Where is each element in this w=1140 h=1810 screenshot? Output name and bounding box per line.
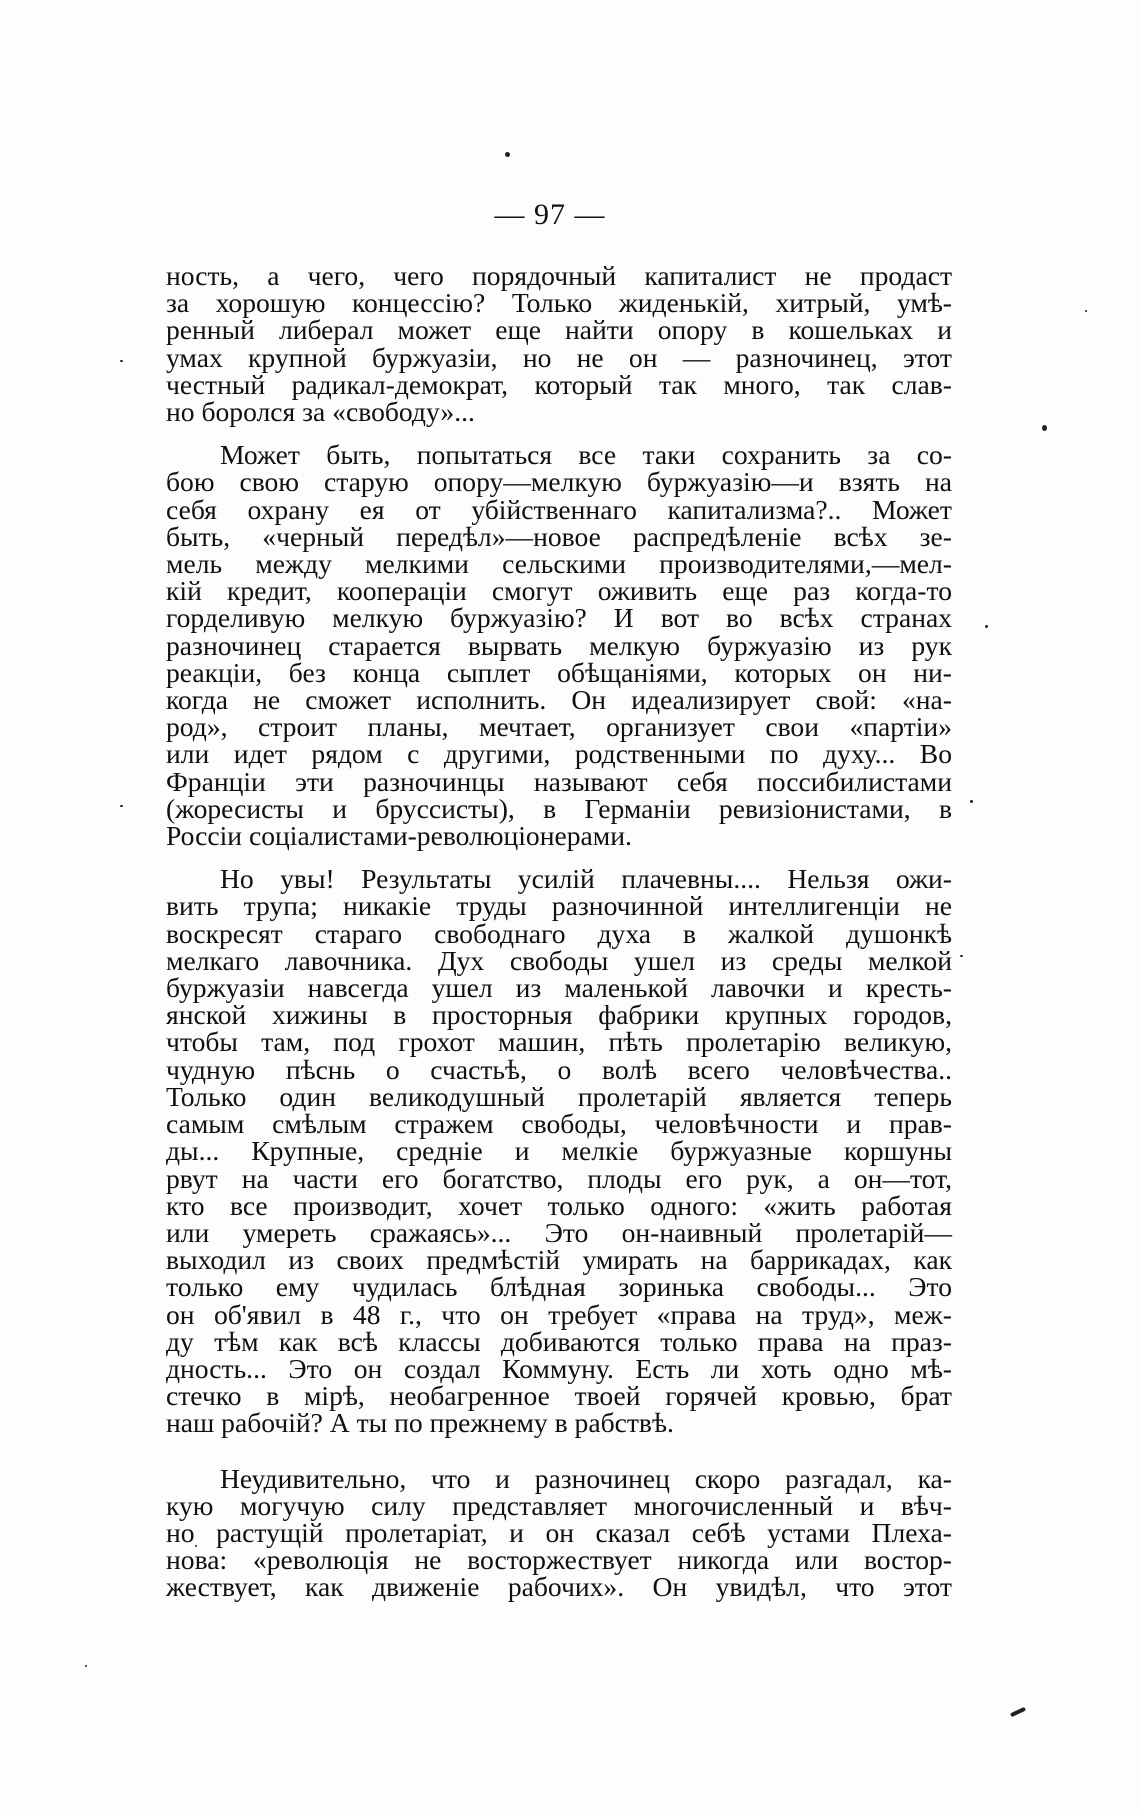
text-line: чтобы там, под грохот машин, пѣть пролетарію великую, — [166, 1026, 952, 1058]
text-line: Только один великодушный пролетарій является теперь — [166, 1080, 952, 1112]
scan-speck — [505, 152, 510, 157]
text-line: рвут на части его богатство, плоды его рук, а он—тот, — [166, 1162, 952, 1194]
text-line: Россіи соціалистами-революціонерами. — [166, 820, 632, 852]
text-line: ду тѣм как всѣ классы добиваются только права на праз- — [166, 1325, 952, 1357]
text-line: наш рабочій? А ты по прежнему в рабствѣ. — [166, 1407, 674, 1439]
body-text — [166, 262, 952, 1601]
text-line: умах крупной буржуазіи, но не он — разночинец, этот — [166, 341, 952, 373]
paragraph — [166, 260, 952, 428]
paragraph — [166, 1462, 952, 1603]
text-line: но боролся за «свободу»... — [166, 396, 475, 428]
text-line: жествует, как движеніе рабочих». Он увидѣл, что этот — [166, 1571, 952, 1603]
text-line: честный радикал-демократ, который так много, так слав- — [166, 368, 952, 400]
text-line: Франціи эти разночинцы называют себя поссибилистами — [166, 765, 952, 797]
scan-speck — [1010, 1707, 1026, 1717]
text-line: разночинец старается вырвать мелкую буржуазію из рук — [166, 629, 952, 661]
text-line: бою свою старую опору—мелкую буржуазію—и взять на — [166, 466, 952, 498]
scan-speck — [960, 955, 963, 957]
text-line: янской хижины в просторныя фабрики крупных городов, — [166, 999, 952, 1031]
text-line: ренный либерал может еще найти опору в кошельках и — [166, 314, 952, 346]
text-line: кто все производит, хочет только одного: «жить работая — [166, 1189, 952, 1221]
paragraph — [166, 863, 952, 1439]
text-line: дность... Это он создал Коммуну. Есть ли хоть одно мѣ- — [166, 1352, 952, 1384]
text-line: или идет рядом с другими, родственными по духу... Во — [166, 738, 952, 770]
text-line: кую могучую силу представляет многочисленный и вѣч- — [166, 1489, 952, 1521]
text-line: Но увы! Результаты усилій плачевны.... Нельзя ожи- — [220, 863, 952, 895]
text-line: но растущій пролетаріат, и он сказал себѣ устами Плеха- — [166, 1516, 952, 1548]
text-line: вить трупа; никакіе труды разночинной интеллигенціи не — [166, 890, 952, 922]
text-line: нова: «революція не восторжествует никогда или востор- — [166, 1544, 952, 1576]
scan-speck — [1042, 425, 1047, 431]
text-line: кій кредит, коопераціи смогут оживить еще раз когда-то — [166, 575, 952, 607]
text-line: за хорошую концессію? Только жиденькій, хитрый, умѣ- — [166, 287, 952, 319]
scan-speck — [970, 800, 973, 803]
text-line: реакціи, без конца сыплет обѣщаніями, которых он ни- — [166, 656, 952, 688]
text-line: мелкаго лавочника. Дух свободы ушел из среды мелкой — [166, 944, 952, 976]
text-line: буржуазіи навсегда ушел из маленькой лавочки и кресть- — [166, 972, 952, 1004]
text-line: ность, а чего, чего порядочный капиталист не продаст — [166, 260, 952, 291]
text-line: воскресят стараго свободнаго духа в жалкой душонкѣ — [166, 917, 952, 949]
text-line: Неудивительно, что и разночинец скоро разгадал, ка- — [220, 1462, 952, 1494]
scan-speck — [120, 360, 123, 362]
text-line: стечко в мірѣ, необагренное твоей горячей кровью, брат — [166, 1380, 952, 1412]
text-line: быть, «черный передѣл»—новое распредѣленіе всѣх зе- — [166, 520, 952, 552]
scan-speck — [85, 1665, 87, 1667]
scan-speck — [120, 805, 123, 807]
text-line: (жоресисты и бруссисты), в Германіи ревизіонистами, в — [166, 792, 952, 824]
text-line: он об'явил в 48 г., что он требует «права на труд», меж- — [166, 1298, 952, 1330]
text-line: горделивую мелкую буржуазію? И вот во всѣх странах — [166, 602, 952, 634]
page-number: — 97 — — [494, 198, 606, 231]
text-line: самым смѣлым стражем свободы, человѣчности и прав- — [166, 1108, 952, 1140]
text-line: только ему чудилась блѣдная зоринька свободы... Это — [166, 1271, 952, 1303]
text-line: род», строит планы, мечтает, организует свои «партіи» — [166, 711, 952, 743]
scan-speck — [985, 625, 988, 628]
text-line: ды... Крупные, средніе и мелкіе буржуазные коршуны — [166, 1135, 952, 1167]
text-line: или умереть сражаясь»... Это он-наивный пролетарій— — [166, 1216, 952, 1248]
text-line: выходил из своих предмѣстій умирать на баррикадах, как — [166, 1244, 952, 1276]
text-line: чудную пѣснь о счастьѣ, о волѣ всего человѣчества.. — [166, 1053, 952, 1085]
scan-speck — [1085, 310, 1087, 312]
text-line: когда не сможет исполнить. Он идеализирует свой: «на- — [166, 684, 952, 716]
text-line: себя охрану ея от убійственнаго капитализма?.. Может — [166, 493, 952, 525]
text-line: мель между мелкими сельскими производителями,—мел- — [166, 548, 952, 580]
text-line: Может быть, попытаться все таки сохранить за со- — [220, 439, 952, 471]
paragraph — [166, 439, 952, 852]
